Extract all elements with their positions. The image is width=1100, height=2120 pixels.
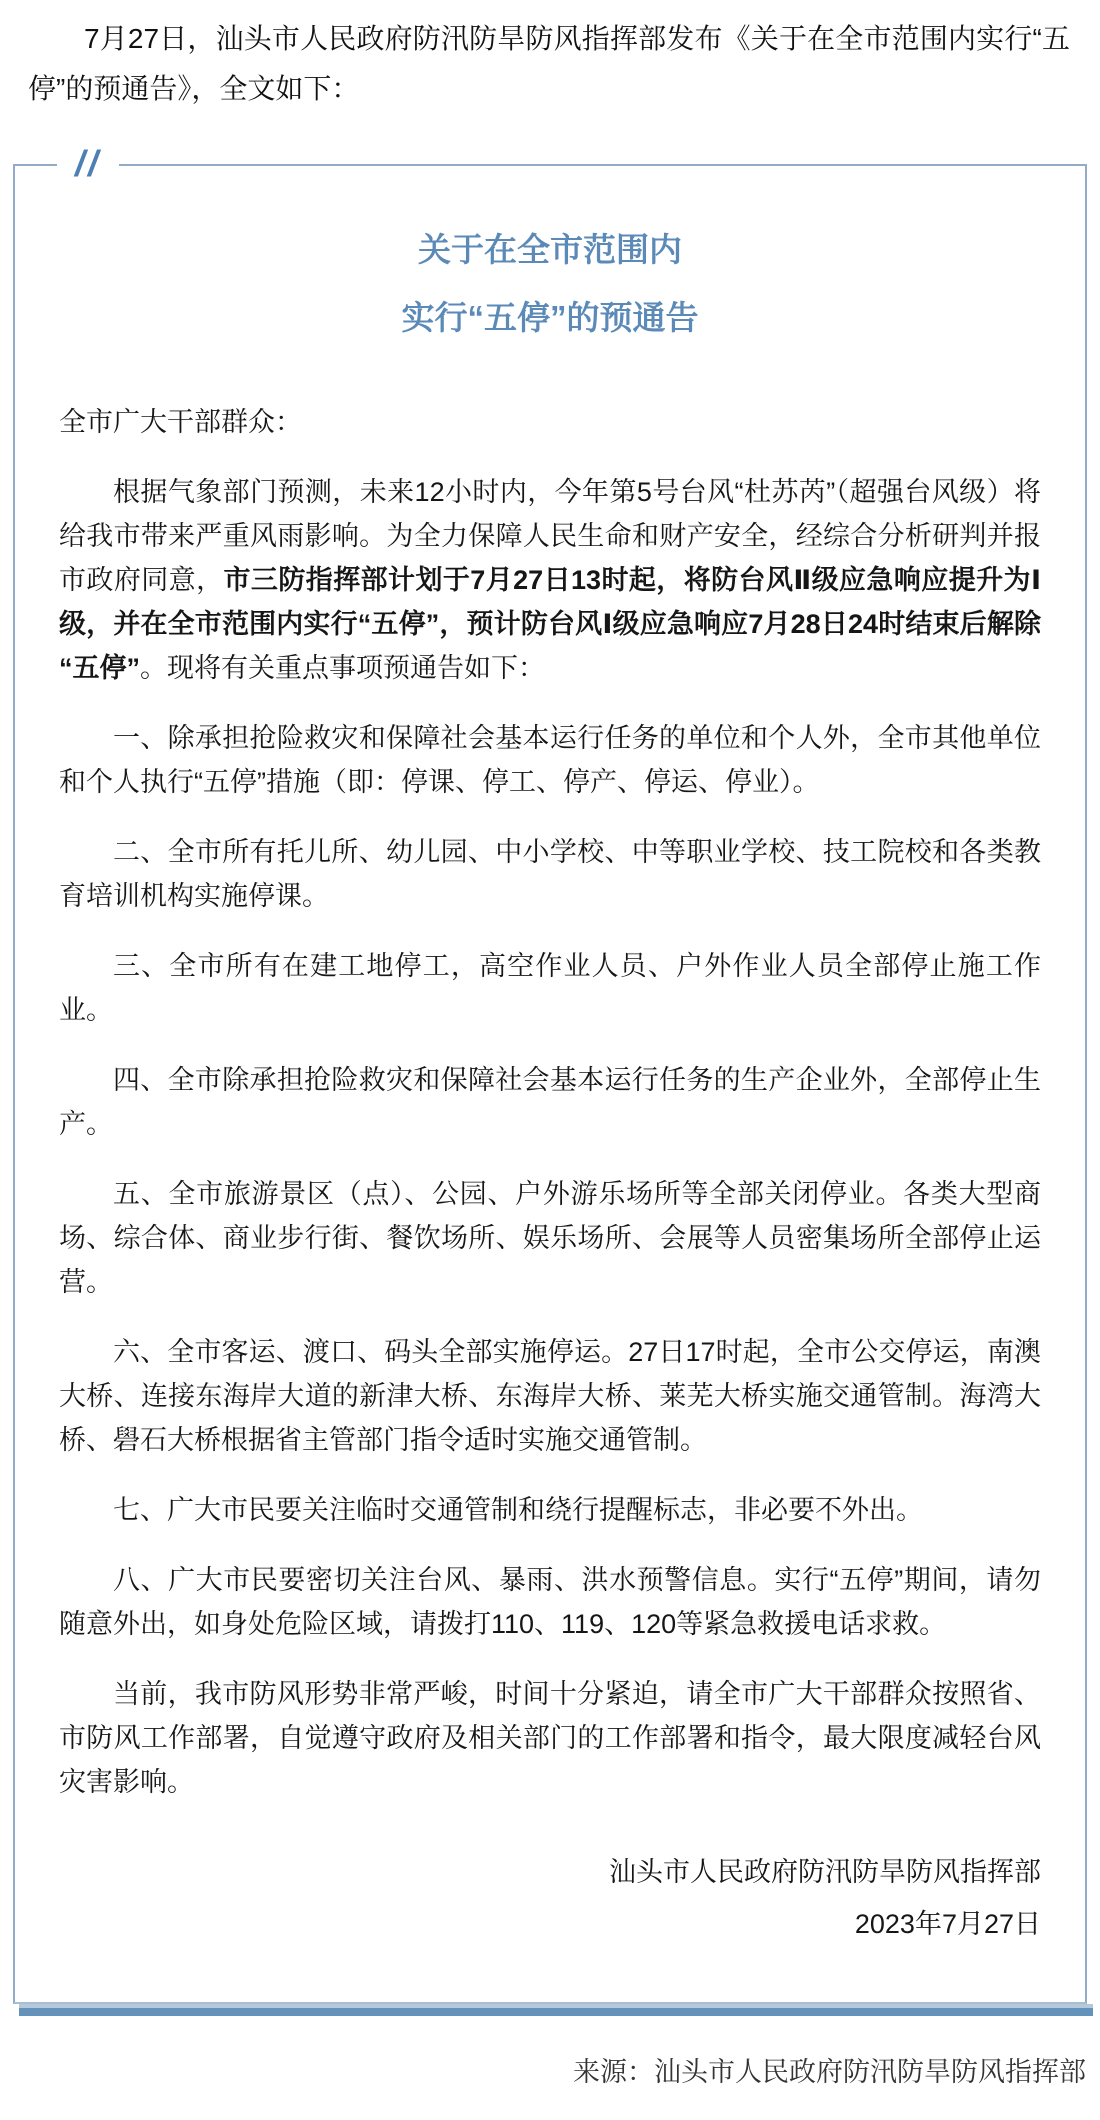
notice-title-line1: 关于在全市范围内 <box>418 231 682 268</box>
notice-item: 三、全市所有在建工地停工，高空作业人员、户外作业人员全部停止施工作业。 <box>59 951 1041 1025</box>
notice-item: 六、全市客运、渡口、码头全部实施停运。27日17时起，全市公交停运，南澳大桥、连接东海岸大道的新津大桥、东海岸大桥、莱芜大桥实施交通管制。海湾大桥、礐石大桥根据省主管部门指令适时实施交通管制。 <box>59 1337 1041 1455</box>
lead-paragraph-start: 根据气象部门预测，未来12小时内，今年第5号台风“杜苏芮”（超强台风级）将给我市带来严重风雨影响。为全力保障人民生命和财产安全，经综合分析研判并报市政府同意， <box>59 477 1041 595</box>
notice-title-line2: 实行“五停”的预通告 <box>401 299 699 336</box>
bottom-accent-bar <box>19 2004 1093 2016</box>
lead-paragraph <box>59 470 1041 690</box>
lead-paragraph-end: 。现将有关重点事项预通告如下： <box>140 653 545 683</box>
signature-block <box>59 1850 1041 1946</box>
notice-items <box>59 716 1041 1646</box>
signature: 汕头市人民政府防汛防旱防风指挥部 <box>609 1857 1041 1887</box>
notice-item: 七、广大市民要关注临时交通管制和绕行提醒标志，非必要不外出。 <box>113 1495 923 1525</box>
notice-box <box>13 143 1087 2004</box>
notice-item: 八、广大市民要密切关注台风、暴雨、洪水预警信息。实行“五停”期间，请勿随意外出，如身处危险区域，请拨打110、119、120等紧急救援电话求救。 <box>59 1565 1041 1639</box>
article-page <box>0 14 1100 2092</box>
notice-item: 五、全市旅游景区（点）、公园、户外游乐场所等全部关闭停业。各类大型商场、综合体、商业步行街、餐饮场所、娱乐场所、会展等人员密集场所全部停止运营。 <box>59 1179 1041 1297</box>
notice-item: 四、全市除承担抢险救灾和保障社会基本运行任务的生产企业外，全部停止生产。 <box>59 1065 1041 1139</box>
source-line: 来源：汕头市人民政府防汛防旱防风指挥部 <box>573 2057 1086 2087</box>
salutation: 全市广大干部群众： <box>59 407 302 437</box>
corner-slashes-decoration: // <box>57 142 119 186</box>
signature-date: 2023年7月27日 <box>854 1909 1041 1939</box>
lead-paragraph-bold: 市三防指挥部计划于7月27日13时起，将防台风Ⅱ级应急响应提升为Ⅰ级，并在全市范围内实行“五停”，预计防台风Ⅰ级应急响应7月28日24时结束后解除“五停” <box>59 565 1041 683</box>
notice-item: 一、除承担抢险救灾和保障社会基本运行任务的单位和个人外，全市其他单位和个人执行“五停”措施（即：停课、停工、停产、停运、停业）。 <box>59 723 1041 797</box>
intro-paragraph: 7月27日，汕头市人民政府防汛防旱防风指挥部发布《关于在全市范围内实行“五停”的预通告》，全文如下： <box>28 23 1070 104</box>
notice-item: 二、全市所有托儿所、幼儿园、中小学校、中等职业学校、技工院校和各类教育培训机构实施停课。 <box>59 837 1041 911</box>
closing-paragraph: 当前，我市防风形势非常严峻，时间十分紧迫，请全市广大干部群众按照省、市防风工作部署，自觉遵守政府及相关部门的工作部署和指令，最大限度减轻台风灾害影响。 <box>59 1679 1041 1797</box>
